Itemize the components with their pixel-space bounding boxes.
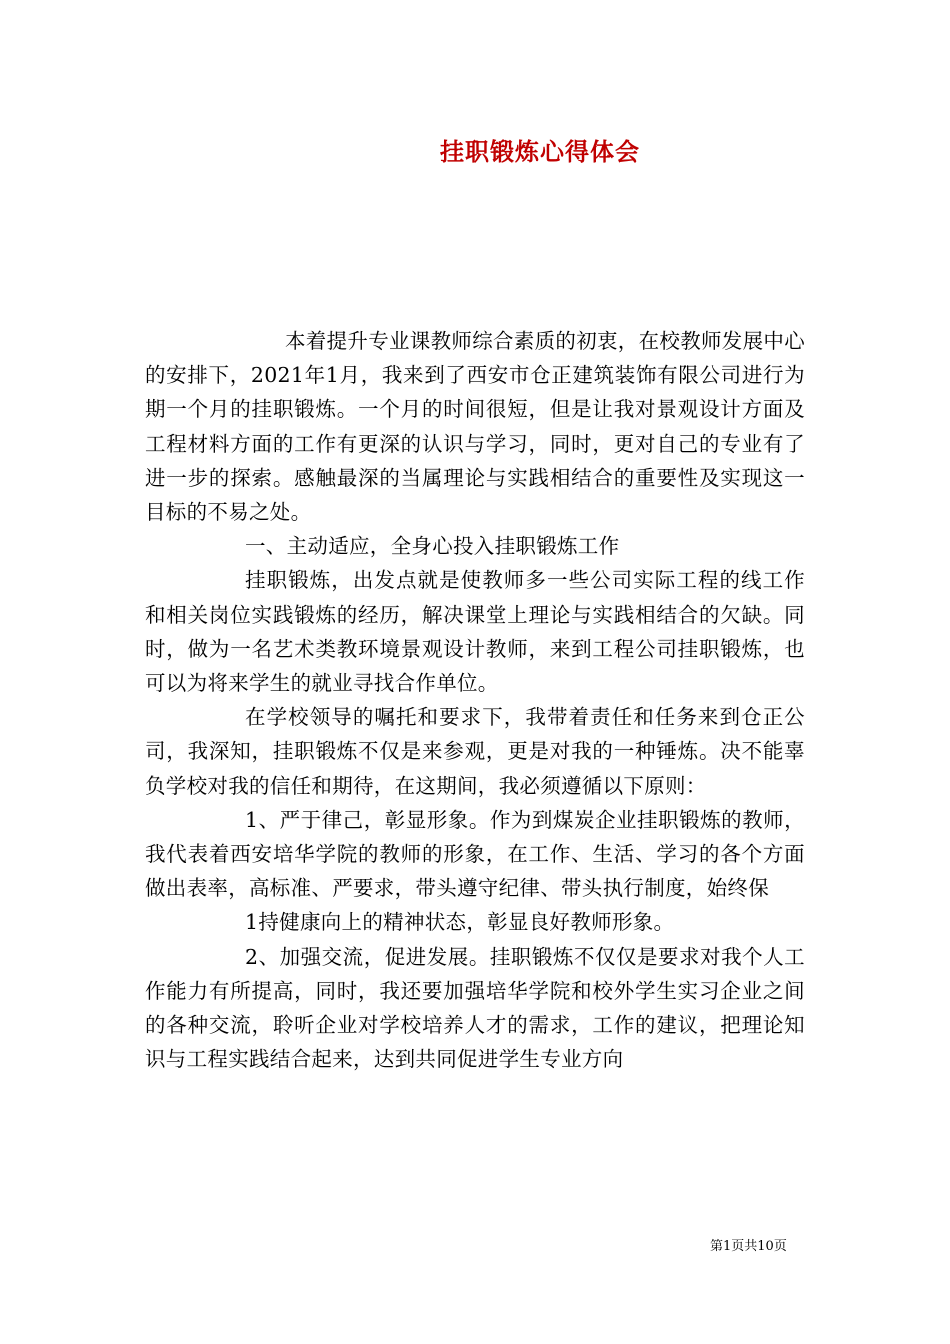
paragraph-purpose: 挂职锻炼，出发点就是使教师多一些公司实际工程的线工作和相关岗位实践锻炼的经历，解决课堂上理论与实践相结合的欠缺。同时，做为一名艺术类教环境景观设计教师，来到工程公司挂职锻炼，也可以为将来学生的就业寻找合作单位。	[145, 568, 805, 696]
paragraph-principle-1: 1、严于律己，彰显形象。作为到煤炭企业挂职锻炼的教师，我代表着西安培华学院的教师的形象，在工作、生活、学习的各个方面做出表率，高标准、严要求，带头遵守纪律、带头执行制度，始终保	[145, 807, 805, 901]
document-title: 挂职锻炼心得体会	[440, 137, 640, 166]
paragraph-intro: 本着提升专业课教师综合素质的初衷，在校教师发展中心的安排下，2021年1月，我来到了西安市仓正建筑装饰有限公司进行为期一个月的挂职锻炼。一个月的时间很短，但是让我对景观设计方面及工程材料方面的工作有更深的认识与学习，同时，更对自己的专业有了进一步的探索。感触最深的当属理论与实践相结合的重要性及实现这一目标的不易之处。	[145, 329, 805, 525]
paragraph-principles: 在学校领导的嘱托和要求下，我带着责任和任务来到仓正公司，我深知，挂职锻炼不仅是来参观，更是对我的一种锤炼。决不能辜负学校对我的信任和期待，在这期间，我必须遵循以下原则：	[145, 705, 805, 798]
section-heading-1: 一、主动适应，全身心投入挂职锻炼工作	[245, 534, 620, 559]
paragraph-principle-1-cont: 1持健康向上的精神状态，彰显良好教师形象。	[245, 910, 675, 935]
document-body	[145, 324, 805, 1076]
paragraph-principle-2: 2、加强交流，促进发展。挂职锻炼不仅仅是要求对我个人工作能力有所提高，同时，我还要加强培华学院和校外学生实习企业之间的各种交流，聆听企业对学校培养人才的需求，工作的建议，把理论知识与工程实践结合起来，达到共同促进学生专业方向	[145, 944, 805, 1072]
page-number-footer: 第1页共10页	[710, 1239, 787, 1254]
